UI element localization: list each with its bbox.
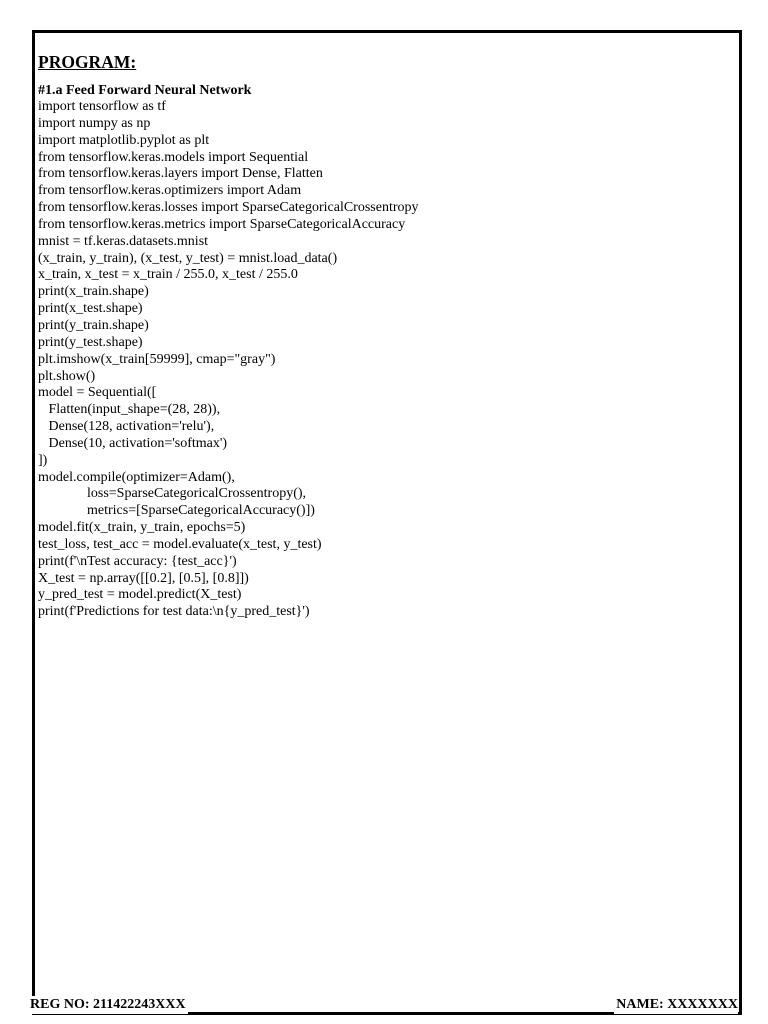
code-line: print(x_test.shape): [38, 301, 143, 317]
code-line: test_loss, test_acc = model.evaluate(x_test, y_test): [38, 536, 322, 552]
code-line: plt.show(): [38, 368, 96, 384]
code-line: print(f'Predictions for test data:\n{y_pred_test}'): [38, 604, 310, 620]
code-line: from tensorflow.keras.optimizers import Adam: [38, 183, 302, 199]
code-line: print(f'\nTest accuracy: {test_acc}'): [38, 553, 237, 569]
code-line: from tensorflow.keras.losses import SparseCategoricalCrossentropy: [38, 200, 419, 216]
program-heading: PROGRAM:: [38, 52, 137, 72]
code-line: from tensorflow.keras.metrics import SparseCategoricalAccuracy: [38, 216, 406, 232]
reg-number: REG NO: 211422243XXX: [30, 997, 186, 1012]
program-title: #1.a Feed Forward Neural Network: [38, 83, 252, 98]
code-line: import matplotlib.pyplot as plt: [38, 132, 210, 148]
code-line: model = Sequential([: [38, 385, 157, 401]
code-line: import numpy as np: [38, 115, 151, 131]
code-line: loss=SparseCategoricalCrossentropy(),: [38, 486, 307, 502]
code-line: mnist = tf.keras.datasets.mnist: [38, 233, 209, 249]
code-line: from tensorflow.keras.models import Sequential: [38, 149, 309, 165]
code-line: Dense(10, activation='softmax'): [38, 435, 228, 451]
code-line: X_test = np.array([[0.2], [0.5], [0.8]]): [38, 570, 249, 586]
code-line: Dense(128, activation='relu'),: [38, 419, 215, 435]
code-line: model.compile(optimizer=Adam(),: [38, 469, 235, 485]
code-line: ]): [38, 452, 48, 468]
code-line: y_pred_test = model.predict(X_test): [38, 587, 242, 603]
code-line: model.fit(x_train, y_train, epochs=5): [38, 520, 246, 536]
code-line: print(y_test.shape): [38, 334, 143, 350]
code-line: metrics=[SparseCategoricalAccuracy()]): [38, 503, 315, 519]
code-line: import tensorflow as tf: [38, 99, 166, 114]
student-name: NAME: XXXXXXX: [616, 997, 738, 1012]
code-line: print(y_train.shape): [38, 317, 149, 333]
code-line: (x_train, y_train), (x_test, y_test) = mnist.load_data(): [38, 250, 338, 266]
code-line: print(x_train.shape): [38, 284, 149, 300]
code-listing: [38, 99, 419, 621]
code-line: plt.imshow(x_train[59999], cmap="gray"): [38, 351, 276, 367]
code-line: Flatten(input_shape=(28, 28)),: [38, 402, 221, 418]
code-line: from tensorflow.keras.layers import Dense, Flatten: [38, 166, 323, 182]
code-line: x_train, x_test = x_train / 255.0, x_test / 255.0: [38, 267, 298, 283]
